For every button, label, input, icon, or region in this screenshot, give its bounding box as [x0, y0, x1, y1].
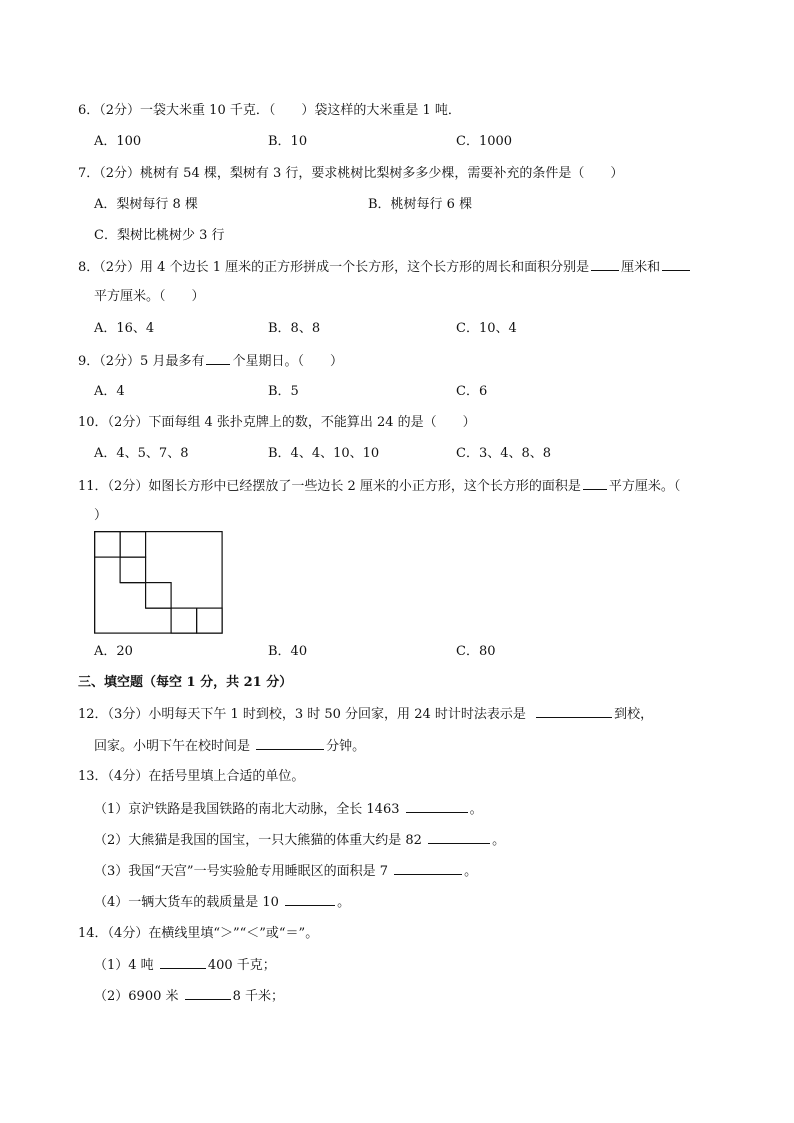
q12-stem-part2: 到校， — [614, 707, 654, 722]
q10-option-a[interactable]: A．4、5、7、8 — [94, 446, 189, 461]
q9-stem-part2: 个星期日。（ ） — [232, 354, 343, 369]
q13-item-1-end: 。 — [469, 802, 483, 817]
q13-item-4 — [94, 893, 350, 912]
q8-option-a[interactable]: A．16、4 — [94, 321, 155, 336]
q14-item-1 — [94, 956, 276, 975]
q14-item-2 — [94, 987, 284, 1006]
q8-stem-line1 — [78, 258, 692, 277]
q9-option-c[interactable]: C．6 — [456, 384, 488, 399]
q8-blank-2[interactable] — [662, 258, 690, 271]
q13-item-1-text: （1）京沪铁路是我国铁路的南北大动脉，全长 1463 — [94, 802, 400, 817]
q12-stem-part3: 回家。小明下午在校时间是 — [94, 739, 251, 754]
q13-blank-2[interactable] — [428, 831, 490, 844]
q12-blank-1[interactable] — [536, 705, 612, 718]
q13-item-4-text: （4）一辆大货车的载质量是 10 — [94, 895, 279, 910]
section-3-title: 三、填空题（每空 1 分，共 21 分） — [78, 675, 293, 690]
q14-item-1-left: （1）4 吨 — [94, 958, 154, 973]
q7-option-c[interactable]: C．梨树比桃树少 3 行 — [94, 228, 225, 243]
q12-stem-line2 — [94, 737, 365, 756]
q10-option-b[interactable]: B．4、4、10、10 — [268, 446, 380, 461]
q14-item-2-right: 8 千米； — [232, 989, 285, 1004]
q13-item-3 — [94, 862, 477, 881]
q11-option-c[interactable]: C．80 — [456, 644, 496, 659]
q13-item-2-text: （2）大熊猫是我国的国宝，一只大熊猫的体重大约是 82 — [94, 833, 422, 848]
q6-option-b[interactable]: B．10 — [268, 134, 308, 149]
q13-blank-1[interactable] — [406, 800, 468, 813]
q12-stem-part1: 12．（3分）小明每天下午 1 时到校，3 时 50 分回家，用 24 时计时法表示是 — [78, 707, 526, 722]
q11-option-a[interactable]: A．20 — [94, 644, 133, 659]
q9-stem — [78, 352, 343, 371]
q9-option-a[interactable]: A．4 — [94, 384, 125, 399]
q9-blank[interactable] — [206, 352, 230, 365]
q13-item-1 — [94, 800, 483, 819]
small-square — [95, 532, 121, 558]
q9-stem-part1: 9．（2分）5 月最多有 — [78, 354, 205, 369]
q7-option-a[interactable]: A．梨树每行 8 棵 — [94, 197, 198, 212]
q11-rectangle-figure — [94, 531, 224, 635]
q14-item-2-left: （2）6900 米 — [94, 989, 179, 1004]
q11-blank[interactable] — [583, 477, 607, 490]
q9-option-b[interactable]: B．5 — [268, 384, 299, 399]
q8-option-b[interactable]: B．8、8 — [268, 321, 321, 336]
q8-stem-line2: 平方厘米。（ ） — [94, 289, 205, 304]
q14-stem: 14．（4分）在横线里填“＞”“＜”或“＝”。 — [78, 926, 319, 941]
q12-stem-part4: 分钟。 — [326, 739, 366, 754]
q7-stem: 7．（2分）桃树有 54 棵，梨树有 3 行，要求桃树比梨树多多少棵，需要补充的条件是（ ） — [78, 166, 624, 181]
q13-item-3-end: 。 — [464, 864, 478, 879]
q8-stem-part1: 8．（2分）用 4 个边长 1 厘米的正方形拼成一个长方形，这个长方形的周长和面积分别是 — [78, 260, 590, 275]
q13-item-2-end: 。 — [492, 833, 506, 848]
q8-blank-1[interactable] — [591, 258, 619, 271]
q13-stem: 13．（4分）在括号里填上合适的单位。 — [78, 769, 305, 784]
q10-stem: 10．（2分）下面每组 4 张扑克牌上的数，不能算出 24 的是（ ） — [78, 415, 476, 430]
q6-option-a[interactable]: A．100 — [94, 134, 142, 149]
small-square — [197, 608, 223, 633]
q13-item-4-end: 。 — [337, 895, 351, 910]
q11-stem-line2: ） — [94, 508, 108, 523]
small-square — [120, 532, 146, 558]
small-square — [146, 583, 172, 609]
q11-stem-part2: 平方厘米。（ — [608, 479, 681, 494]
q11-option-b[interactable]: B．40 — [268, 644, 308, 659]
q13-blank-3[interactable] — [394, 862, 462, 875]
q14-item-1-right: 400 千克； — [207, 958, 276, 973]
q11-stem-part1: 11．（2分）如图长方形中已经摆放了一些边长 2 厘米的小正方形，这个长方形的面积是 — [78, 479, 581, 494]
q13-item-3-text: （3）我国“天宫”一号实验舱专用睡眠区的面积是 7 — [94, 864, 388, 879]
q12-blank-2[interactable] — [256, 737, 324, 750]
q8-stem-part2: 厘米和 — [621, 260, 661, 275]
q10-option-c[interactable]: C．3、4、8、8 — [456, 446, 552, 461]
q14-blank-2[interactable] — [185, 987, 231, 1000]
small-square — [171, 608, 197, 633]
q14-blank-1[interactable] — [160, 956, 206, 969]
q12-stem-line1 — [78, 705, 653, 724]
q13-blank-4[interactable] — [285, 893, 335, 906]
q8-option-c[interactable]: C．10、4 — [456, 321, 517, 336]
q6-option-c[interactable]: C．1000 — [456, 134, 513, 149]
q7-option-b[interactable]: B．桃树每行 6 棵 — [368, 197, 473, 212]
small-square — [120, 557, 146, 583]
q11-stem-line1 — [78, 477, 680, 496]
q13-item-2 — [94, 831, 505, 850]
q6-stem: 6．（2分）一袋大米重 10 千克．（ ）袋这样的大米重是 1 吨． — [78, 103, 461, 118]
